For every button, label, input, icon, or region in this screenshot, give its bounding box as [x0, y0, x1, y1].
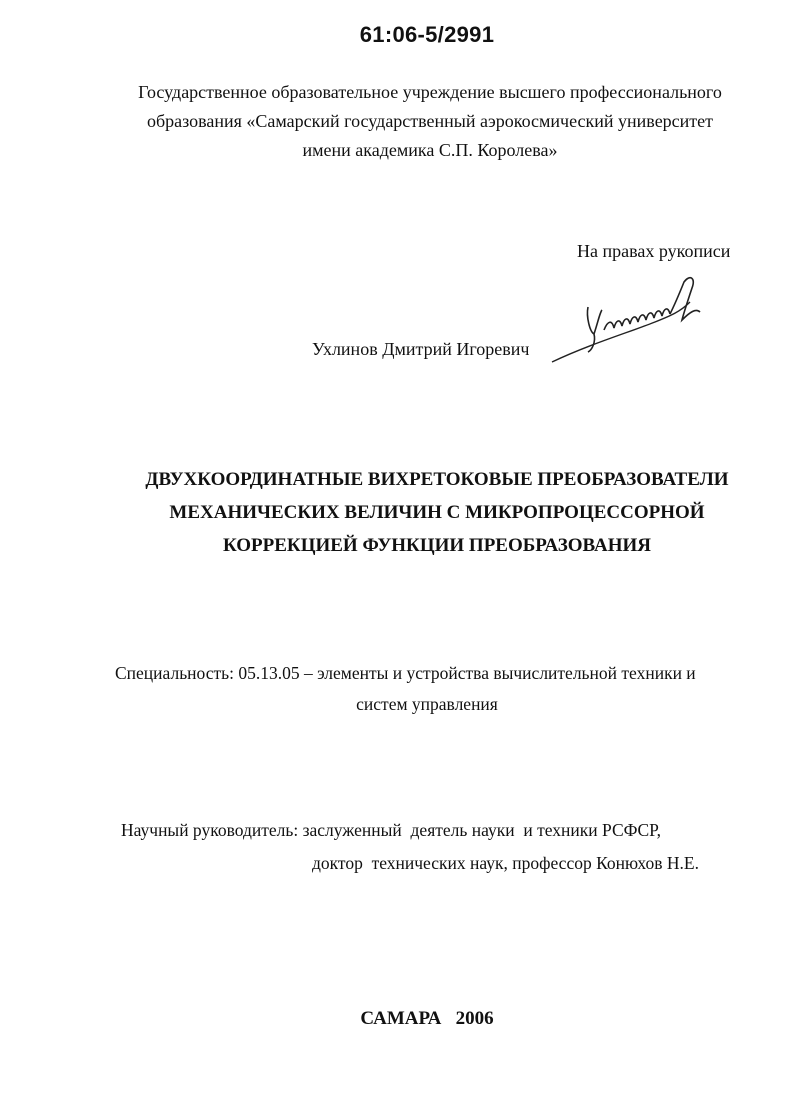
dissertation-title: [40, 463, 794, 562]
institution-line: образования «Самарский государственный аэрокосмический университет: [146, 111, 714, 131]
specialty-line-1: Специальность: 05.13.05 – элементы и устройства вычислительной техники и: [115, 663, 696, 683]
advisor-line-1: Научный руководитель: заслуженный деятель науки и техники РСФСР,: [121, 820, 662, 840]
specialty-line-2: систем управления: [356, 694, 498, 714]
rights-note: На правах рукописи: [577, 241, 731, 261]
advisor-line-2: доктор технических наук, профессор Конюхов Н.Е.: [312, 853, 699, 873]
title-line: МЕХАНИЧЕСКИХ ВЕЛИЧИН С МИКРОПРОЦЕССОРНОЙ: [169, 502, 705, 523]
institution-block: [60, 78, 794, 165]
title-line: ДВУХКООРДИНАТНЫЕ ВИХРЕТОКОВЫЕ ПРЕОБРАЗОВАТЕЛИ: [145, 469, 729, 490]
author-name: Ухлинов Дмитрий Игоревич: [312, 339, 530, 359]
place-year: САМАРА 2006: [360, 1008, 494, 1029]
institution-line: Государственное образовательное учреждение высшего профессионального: [138, 82, 722, 102]
title-line: КОРРЕКЦИЕЙ ФУНКЦИИ ПРЕОБРАЗОВАНИЯ: [222, 535, 652, 556]
institution-line: имени академика С.П. Королева»: [302, 140, 558, 160]
author-signature: [550, 272, 720, 372]
document-code: 61:06-5/2991: [359, 22, 495, 47]
